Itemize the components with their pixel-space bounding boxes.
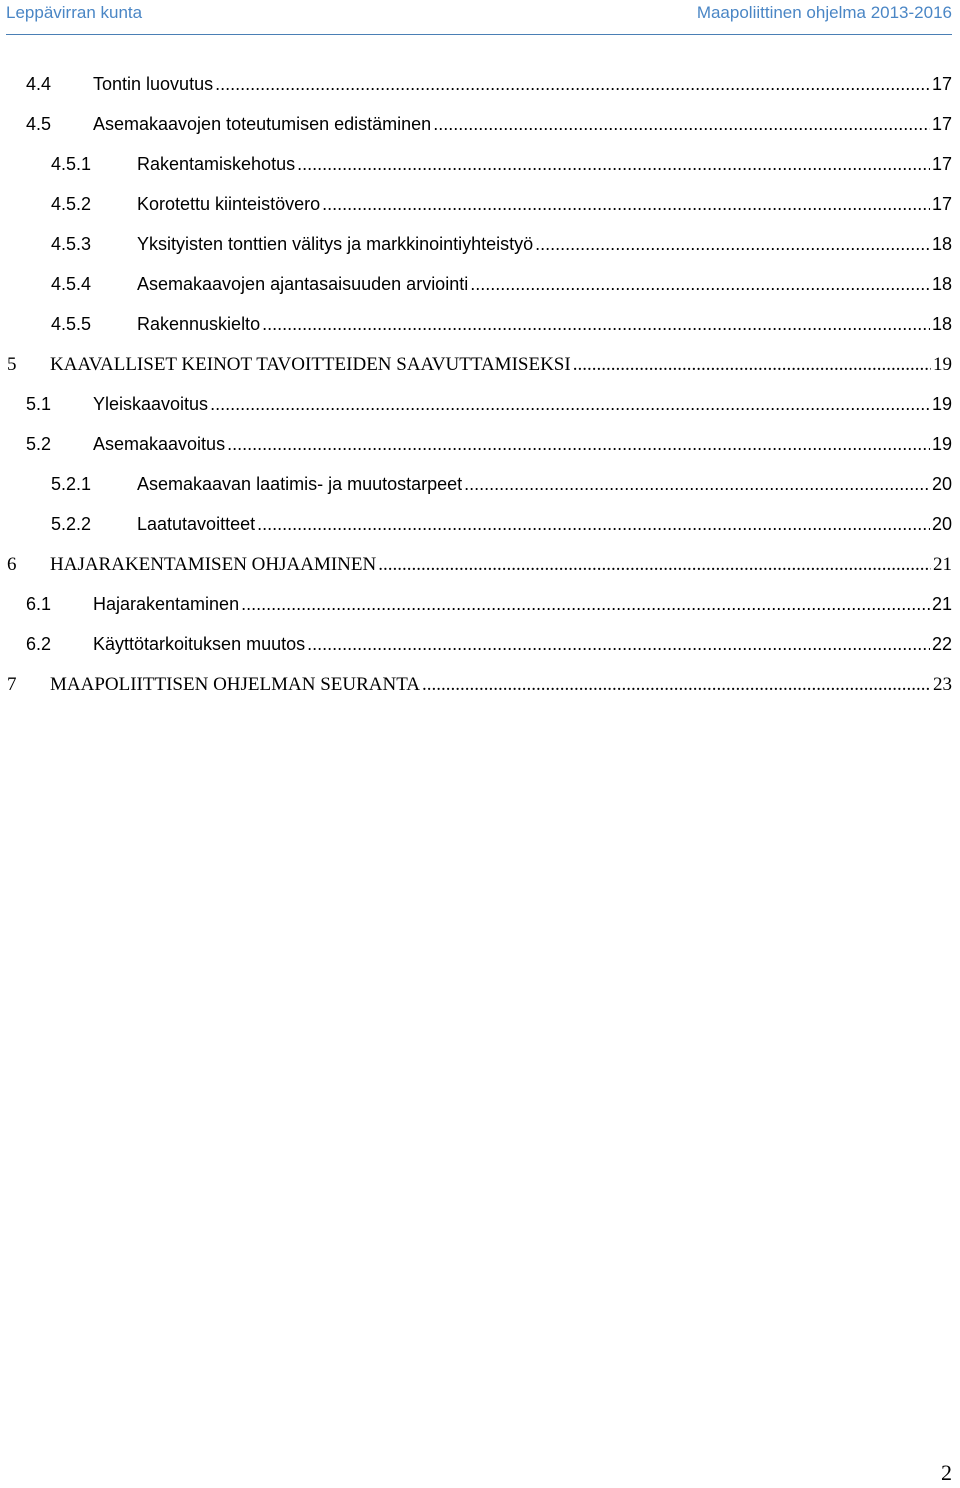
toc-entry-number: 6.1 <box>26 594 52 614</box>
toc-entry-page: 20 <box>931 514 952 534</box>
toc-chapter-entry[interactable] <box>7 354 952 380</box>
toc-entry-page: 18 <box>931 314 952 334</box>
toc-entry[interactable] <box>51 234 952 260</box>
toc-entry[interactable] <box>51 194 952 220</box>
header-organization: Leppävirran kunta <box>6 3 143 22</box>
toc-entry-page: 21 <box>933 554 952 575</box>
toc-entry-number: 5.2.2 <box>51 514 92 534</box>
toc-entry-number: 4.5.2 <box>51 194 92 214</box>
toc-entry[interactable] <box>51 314 952 340</box>
toc-entry-title: Asemakaavojen ajantasaisuuden arviointi <box>137 274 469 294</box>
toc-entry[interactable] <box>26 434 952 460</box>
toc-entry-title: Asemakaavoitus <box>93 434 226 454</box>
toc-chapter-entry[interactable] <box>7 674 952 700</box>
toc-entry-title: MAAPOLIITTISEN OHJELMAN SEURANTA <box>50 674 421 695</box>
toc-entry-page: 17 <box>931 194 952 214</box>
toc-leader-dots <box>257 514 930 535</box>
toc-entry-title: KAAVALLISET KEINOT TAVOITTEIDEN SAAVUTTAMISEKSI <box>50 354 571 375</box>
toc-entry-number: 7 <box>7 674 17 695</box>
toc-entry-page: 17 <box>931 114 952 134</box>
toc-entry-number: 4.5 <box>26 114 52 134</box>
toc-entry-page: 19 <box>931 434 952 454</box>
toc-entry-page: 23 <box>933 674 952 695</box>
toc-entry-number: 4.4 <box>26 74 52 94</box>
toc-entry-page: 18 <box>931 274 952 294</box>
toc-entry-title: HAJARAKENTAMISEN OHJAAMINEN <box>50 554 377 575</box>
toc-entry[interactable] <box>26 634 952 660</box>
toc-entry-page: 21 <box>931 594 952 614</box>
toc-entry-number: 5 <box>7 354 17 375</box>
toc-entry-page: 19 <box>931 394 952 414</box>
toc-leader-dots <box>297 154 930 175</box>
toc-chapter-entry[interactable] <box>7 554 952 580</box>
toc-entry-number: 6 <box>7 554 17 575</box>
toc-entry[interactable] <box>26 114 952 140</box>
toc-entry-page: 20 <box>931 474 952 494</box>
toc-leader-dots <box>422 674 931 696</box>
header-document-title: Maapoliittinen ohjelma 2013-2016 <box>696 3 952 22</box>
toc-entry-page: 18 <box>931 234 952 254</box>
page-number: 2 <box>941 1460 952 1485</box>
toc-leader-dots <box>464 474 930 495</box>
toc-entry-page: 22 <box>931 634 952 654</box>
toc-entry[interactable] <box>26 594 952 620</box>
toc-leader-dots <box>573 354 931 376</box>
toc-leader-dots <box>215 74 930 95</box>
toc-entry-title: Laatutavoitteet <box>137 514 256 534</box>
toc-entry-title: Rakentamiskehotus <box>137 154 296 174</box>
toc-entry[interactable] <box>51 274 952 300</box>
toc-entry-title: Hajarakentaminen <box>93 594 240 614</box>
toc-leader-dots <box>227 434 930 455</box>
toc-entry-number: 4.5.4 <box>51 274 92 294</box>
toc-entry-number: 5.2.1 <box>51 474 92 494</box>
toc-leader-dots <box>378 554 931 576</box>
page-header <box>6 0 952 35</box>
toc-leader-dots <box>322 194 930 215</box>
toc-entry-number: 4.5.1 <box>51 154 92 174</box>
toc-leader-dots <box>470 274 930 295</box>
toc-entry-title: Asemakaavan laatimis- ja muutostarpeet <box>137 474 463 494</box>
toc-leader-dots <box>535 234 930 255</box>
toc-leader-dots <box>433 114 930 135</box>
toc-leader-dots <box>210 394 930 415</box>
toc-entry[interactable] <box>51 474 952 500</box>
toc-entry[interactable] <box>51 154 952 180</box>
toc-entry-title: Rakennuskielto <box>137 314 261 334</box>
toc-entry-number: 4.5.3 <box>51 234 92 254</box>
toc-entry-title: Käyttötarkoituksen muutos <box>93 634 306 654</box>
toc-entry-title: Asemakaavojen toteutumisen edistäminen <box>93 114 432 134</box>
toc-entry[interactable] <box>26 394 952 420</box>
toc-entry-page: 17 <box>931 74 952 94</box>
toc-entry-number: 4.5.5 <box>51 314 92 334</box>
toc-entry[interactable] <box>51 514 952 540</box>
toc-leader-dots <box>262 314 930 335</box>
toc-entry-title: Yleiskaavoitus <box>93 394 209 414</box>
toc-entry-title: Tontin luovutus <box>93 74 214 94</box>
toc-entry-number: 5.2 <box>26 434 52 454</box>
toc-entry[interactable] <box>26 74 952 100</box>
toc-entry-title: Korotettu kiinteistövero <box>137 194 321 214</box>
toc-entry-number: 6.2 <box>26 634 52 654</box>
toc-entry-page: 17 <box>931 154 952 174</box>
toc-entry-page: 19 <box>933 354 952 375</box>
toc-leader-dots <box>307 634 930 655</box>
toc-leader-dots <box>241 594 930 615</box>
toc-entry-title: Yksityisten tonttien välitys ja markkinointiyhteistyö <box>137 234 534 254</box>
toc-entry-number: 5.1 <box>26 394 52 414</box>
